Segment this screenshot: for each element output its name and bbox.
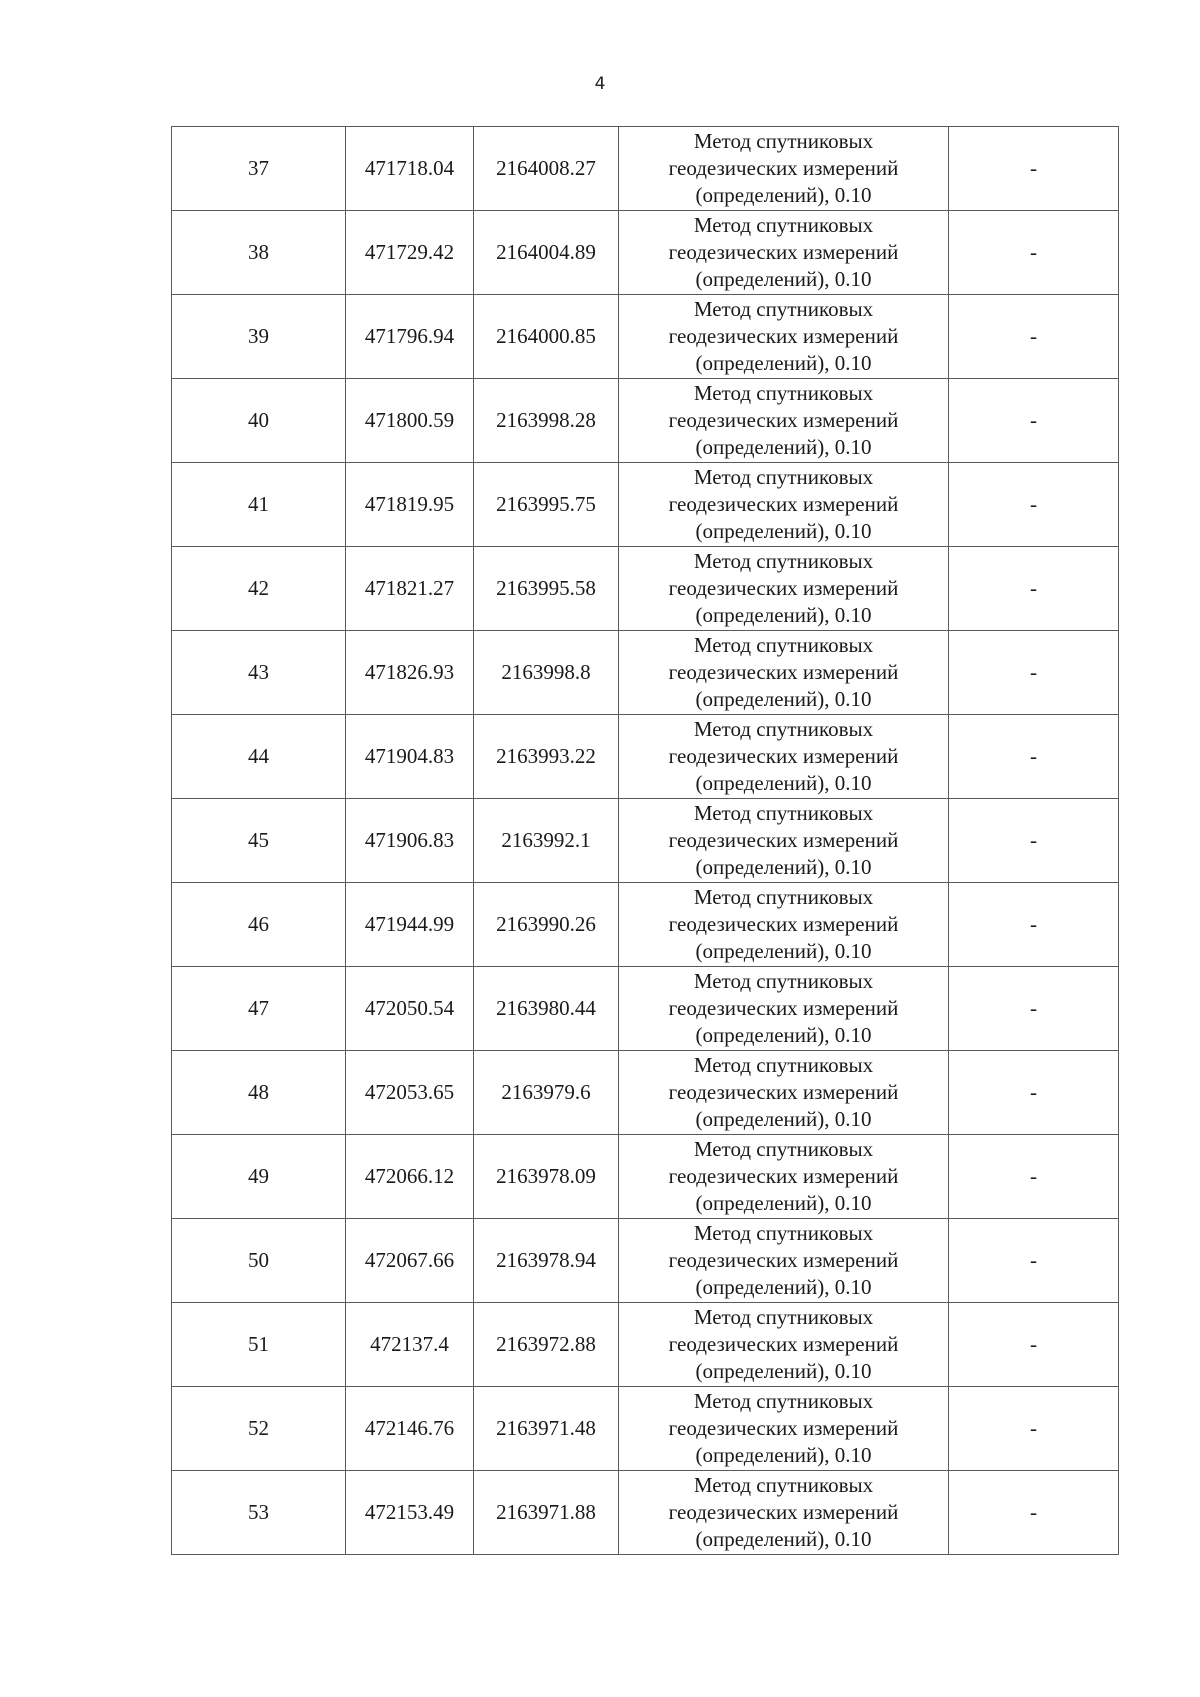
point-number-cell: 43 [172, 631, 346, 715]
table-row [172, 1387, 1119, 1471]
method-text-line: геодезических измерений [668, 1164, 899, 1188]
method-text-line: (определений), 0.10 [695, 603, 872, 627]
x-coordinate-cell: 471906.83 [346, 799, 474, 883]
point-number-cell: 47 [172, 967, 346, 1051]
note-cell: - [949, 1051, 1119, 1135]
method-text-line: (определений), 0.10 [695, 1527, 872, 1551]
method-text-line: (определений), 0.10 [695, 1023, 872, 1047]
note-cell: - [949, 379, 1119, 463]
note-cell: - [949, 1219, 1119, 1303]
table-row [172, 967, 1119, 1051]
method-text-line: Метод спутниковых [693, 969, 874, 993]
method-text-line: Метод спутниковых [693, 1137, 874, 1161]
note-cell: - [949, 799, 1119, 883]
y-coordinate-cell: 2163980.44 [474, 967, 619, 1051]
method-text-line: Метод спутниковых [693, 213, 874, 237]
method-text-line: (определений), 0.10 [695, 1107, 872, 1131]
table-row [172, 127, 1119, 211]
y-coordinate-cell: 2163992.1 [474, 799, 619, 883]
coordinates-table-body [172, 127, 1119, 1555]
table-row [172, 295, 1119, 379]
x-coordinate-cell: 472066.12 [346, 1135, 474, 1219]
method-text-line: геодезических измерений [668, 1332, 899, 1356]
table-row [172, 1051, 1119, 1135]
method-text-line: Метод спутниковых [693, 717, 874, 741]
x-coordinate-cell: 471729.42 [346, 211, 474, 295]
y-coordinate-cell: 2163998.28 [474, 379, 619, 463]
method-cell [619, 1051, 949, 1135]
method-cell [619, 547, 949, 631]
method-text-line: геодезических измерений [668, 996, 899, 1020]
table-row [172, 1303, 1119, 1387]
method-text-line: (определений), 0.10 [695, 267, 872, 291]
page-number: 4 [594, 74, 606, 94]
method-text-line: Метод спутниковых [693, 381, 874, 405]
table-row [172, 379, 1119, 463]
x-coordinate-cell: 471904.83 [346, 715, 474, 799]
method-text-line: геодезических измерений [668, 156, 899, 180]
method-text-line: Метод спутниковых [693, 1473, 874, 1497]
method-text-line: Метод спутниковых [693, 465, 874, 489]
method-cell [619, 379, 949, 463]
table-row [172, 1219, 1119, 1303]
y-coordinate-cell: 2163972.88 [474, 1303, 619, 1387]
x-coordinate-cell: 471819.95 [346, 463, 474, 547]
method-text-line: (определений), 0.10 [695, 687, 872, 711]
method-text-line: Метод спутниковых [693, 801, 874, 825]
method-text-line: геодезических измерений [668, 1248, 899, 1272]
method-text-line: (определений), 0.10 [695, 519, 872, 543]
method-cell [619, 211, 949, 295]
table-row [172, 1135, 1119, 1219]
x-coordinate-cell: 472067.66 [346, 1219, 474, 1303]
method-text-line: (определений), 0.10 [695, 435, 872, 459]
note-cell: - [949, 127, 1119, 211]
x-coordinate-cell: 472153.49 [346, 1471, 474, 1555]
table-row [172, 211, 1119, 295]
method-cell [619, 127, 949, 211]
y-coordinate-cell: 2163993.22 [474, 715, 619, 799]
method-text-line: Метод спутниковых [693, 549, 874, 573]
x-coordinate-cell: 471944.99 [346, 883, 474, 967]
point-number-cell: 45 [172, 799, 346, 883]
method-text-line: Метод спутниковых [693, 129, 874, 153]
point-number-cell: 52 [172, 1387, 346, 1471]
table-row [172, 631, 1119, 715]
method-cell [619, 1135, 949, 1219]
method-text-line: Метод спутниковых [693, 1305, 874, 1329]
y-coordinate-cell: 2163995.75 [474, 463, 619, 547]
y-coordinate-cell: 2163971.48 [474, 1387, 619, 1471]
method-text-line: геодезических измерений [668, 576, 899, 600]
method-text-line: (определений), 0.10 [695, 771, 872, 795]
method-text-line: (определений), 0.10 [695, 1443, 872, 1467]
method-text-line: Метод спутниковых [693, 1221, 874, 1245]
method-cell [619, 883, 949, 967]
point-number-cell: 46 [172, 883, 346, 967]
point-number-cell: 51 [172, 1303, 346, 1387]
method-text-line: (определений), 0.10 [695, 351, 872, 375]
y-coordinate-cell: 2163979.6 [474, 1051, 619, 1135]
method-text-line: геодезических измерений [668, 744, 899, 768]
note-cell: - [949, 883, 1119, 967]
method-text-line: (определений), 0.10 [695, 1191, 872, 1215]
method-cell [619, 715, 949, 799]
method-cell [619, 1471, 949, 1555]
y-coordinate-cell: 2163978.09 [474, 1135, 619, 1219]
note-cell: - [949, 211, 1119, 295]
table-row [172, 1471, 1119, 1555]
note-cell: - [949, 715, 1119, 799]
note-cell: - [949, 1387, 1119, 1471]
x-coordinate-cell: 471800.59 [346, 379, 474, 463]
table-row [172, 799, 1119, 883]
method-cell [619, 1387, 949, 1471]
method-text-line: геодезических измерений [668, 1500, 899, 1524]
x-coordinate-cell: 472146.76 [346, 1387, 474, 1471]
x-coordinate-cell: 471796.94 [346, 295, 474, 379]
note-cell: - [949, 631, 1119, 715]
point-number-cell: 40 [172, 379, 346, 463]
y-coordinate-cell: 2163995.58 [474, 547, 619, 631]
method-text-line: Метод спутниковых [693, 297, 874, 321]
note-cell: - [949, 295, 1119, 379]
method-cell [619, 799, 949, 883]
method-cell [619, 967, 949, 1051]
point-number-cell: 49 [172, 1135, 346, 1219]
note-cell: - [949, 1135, 1119, 1219]
method-text-line: геодезических измерений [668, 660, 899, 684]
method-text-line: геодезических измерений [668, 408, 899, 432]
method-cell [619, 295, 949, 379]
x-coordinate-cell: 472053.65 [346, 1051, 474, 1135]
table-row [172, 883, 1119, 967]
y-coordinate-cell: 2163978.94 [474, 1219, 619, 1303]
point-number-cell: 38 [172, 211, 346, 295]
y-coordinate-cell: 2164000.85 [474, 295, 619, 379]
method-text-line: Метод спутниковых [693, 885, 874, 909]
point-number-cell: 44 [172, 715, 346, 799]
x-coordinate-cell: 471821.27 [346, 547, 474, 631]
method-text-line: (определений), 0.10 [695, 855, 872, 879]
method-text-line: геодезических измерений [668, 828, 899, 852]
method-text-line: (определений), 0.10 [695, 183, 872, 207]
method-text-line: геодезических измерений [668, 1080, 899, 1104]
method-text-line: Метод спутниковых [693, 633, 874, 657]
x-coordinate-cell: 472050.54 [346, 967, 474, 1051]
point-number-cell: 41 [172, 463, 346, 547]
point-number-cell: 37 [172, 127, 346, 211]
method-text-line: Метод спутниковых [693, 1053, 874, 1077]
method-cell [619, 1303, 949, 1387]
method-cell [619, 1219, 949, 1303]
y-coordinate-cell: 2163998.8 [474, 631, 619, 715]
y-coordinate-cell: 2163971.88 [474, 1471, 619, 1555]
method-text-line: геодезических измерений [668, 912, 899, 936]
note-cell: - [949, 1303, 1119, 1387]
x-coordinate-cell: 472137.4 [346, 1303, 474, 1387]
table-row [172, 547, 1119, 631]
point-number-cell: 42 [172, 547, 346, 631]
table-row [172, 463, 1119, 547]
x-coordinate-cell: 471826.93 [346, 631, 474, 715]
y-coordinate-cell: 2164008.27 [474, 127, 619, 211]
point-number-cell: 50 [172, 1219, 346, 1303]
method-text-line: геодезических измерений [668, 240, 899, 264]
method-text-line: Метод спутниковых [693, 1389, 874, 1413]
method-cell [619, 631, 949, 715]
point-number-cell: 48 [172, 1051, 346, 1135]
point-number-cell: 39 [172, 295, 346, 379]
method-text-line: (определений), 0.10 [695, 939, 872, 963]
note-cell: - [949, 1471, 1119, 1555]
table-row [172, 715, 1119, 799]
note-cell: - [949, 967, 1119, 1051]
method-text-line: (определений), 0.10 [695, 1359, 872, 1383]
note-cell: - [949, 547, 1119, 631]
method-text-line: геодезических измерений [668, 1416, 899, 1440]
method-text-line: геодезических измерений [668, 324, 899, 348]
method-cell [619, 463, 949, 547]
coordinates-table [171, 126, 1119, 1555]
y-coordinate-cell: 2163990.26 [474, 883, 619, 967]
x-coordinate-cell: 471718.04 [346, 127, 474, 211]
note-cell: - [949, 463, 1119, 547]
method-text-line: (определений), 0.10 [695, 1275, 872, 1299]
point-number-cell: 53 [172, 1471, 346, 1555]
y-coordinate-cell: 2164004.89 [474, 211, 619, 295]
method-text-line: геодезических измерений [668, 492, 899, 516]
